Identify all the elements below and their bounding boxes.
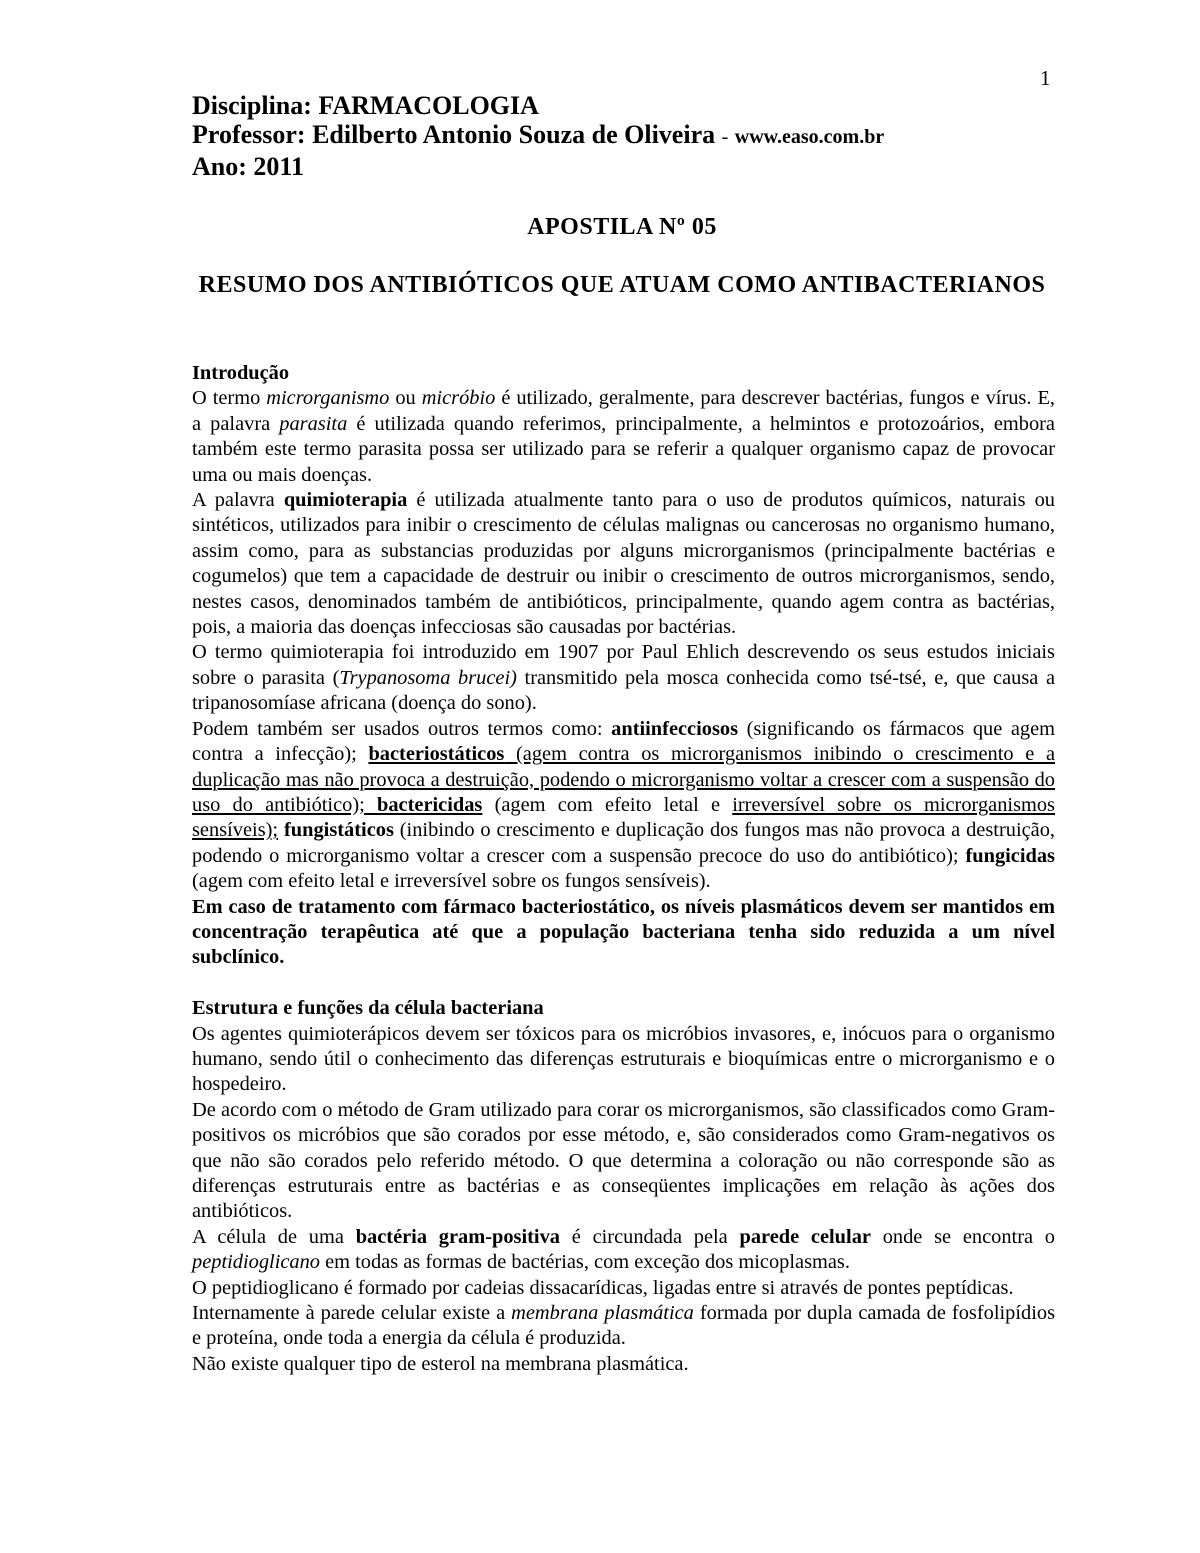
document-header	[192, 91, 1072, 181]
document-body	[192, 361, 1055, 1377]
section-spacer	[192, 971, 1055, 996]
structure-paragraph-6: Não existe qualquer tipo de esterol na membrana plasmática.	[192, 1352, 689, 1375]
professor-line	[192, 120, 1072, 152]
website-link[interactable]: www.easo.com.br	[734, 126, 885, 148]
intro-paragraph-4: Podem também ser usados outros termos como: antiinfecciosos (significando os fármacos que agem contra a infecção); bacteriostáticos (agem contra os microrganismos inibindo o crescimento e a duplicação mas não provoca a destruição, podendo o microrganismo voltar a crescer com a suspensão do uso do antibiótico); bactericidas (agem com efeito letal e irreversível sobre os microrganismos sensíveis); fungistáticos (inibindo o crescimento e duplicação dos fungos mas não provoca a destruição, podendo o microrganismo voltar a crescer com a suspensão precoce do uso do antibiótico); fungicidas (agem com efeito letal e irreversível sobre os fungos sensíveis).	[192, 717, 1055, 893]
professor-name: Professor: Edilberto Antonio Souza de Oliveira	[192, 120, 716, 149]
header-separator: -	[721, 126, 729, 148]
page-number: 1	[1040, 66, 1051, 90]
document-subtitle: RESUMO DOS ANTIBIÓTICOS QUE ATUAM COMO ANTIBACTERIANOS	[198, 272, 1046, 298]
structure-paragraph-5: Internamente à parede celular existe a membrana plasmática formada por dupla camada de fosfolipídios e proteína, onde toda a energia da célula é produzida.	[192, 1302, 1055, 1350]
intro-paragraph-5-bold: Em caso de tratamento com fármaco bacteriostático, os níveis plasmáticos devem ser mantidos em concentração terapêutica até que a população bacteriana tenha sido reduzida a um nível subclínico.	[192, 895, 1055, 969]
document-title: APOSTILA Nº 05	[527, 214, 717, 240]
year-line: Ano: 2011	[192, 152, 304, 181]
section-heading-structure: Estrutura e funções da célula bacteriana	[192, 997, 544, 1020]
structure-paragraph-2: De acordo com o método de Gram utilizado para corar os microrganismos, são classificados como Gram-positivos os micróbios que são corados por esse método, e, são considerados como Gram-negativos os que não são corados pelo referido método. O que determina a coloração ou não corresponde são as diferenças estruturais entre as bactérias e as conseqüentes implicações em relação às ações dos antibióticos.	[192, 1098, 1055, 1223]
intro-paragraph-1: O termo microrganismo ou micróbio é utilizado, geralmente, para descrever bactérias, fungos e vírus. E, a palavra parasita é utilizada quando referimos, principalmente, a helmintos e protozoários, embora também este termo parasita possa ser utilizado para se referir a qualquer organismo capaz de provocar uma ou mais doenças.	[192, 387, 1055, 486]
section-heading-introduction: Introdução	[192, 362, 290, 384]
discipline-line: Disciplina: FARMACOLOGIA	[192, 91, 539, 120]
intro-paragraph-2: A palavra quimioterapia é utilizada atualmente tanto para o uso de produtos químicos, naturais ou sintéticos, utilizados para inibir o crescimento de células malignas ou cancerosas no organismo humano, assim como, para as substancias produzidas por alguns microrganismos (principalmente bactérias e cogumelos) que tem a capacidade de destruir ou inibir o crescimento de outros microrganismos, sendo, nestes casos, denominados também de antibióticos, principalmente, quando agem contra as bactérias, pois, a maioria das doenças infecciosas são causadas por bactérias.	[192, 489, 1055, 639]
structure-paragraph-3: A célula de uma bactéria gram-positiva é circundada pela parede celular onde se encontra o peptidioglicano em todas as formas de bactérias, com exceção dos micoplasmas.	[192, 1225, 1055, 1274]
structure-paragraph-4: O peptidioglicano é formado por cadeias dissacarídicas, ligadas entre si através de pontes peptídicas.	[192, 1276, 1014, 1299]
structure-paragraph-1: Os agentes quimioterápicos devem ser tóxicos para os micróbios invasores, e, inócuos para o organismo humano, sendo útil o conhecimento das diferenças estruturais e bioquímicas entre o microrganismo e o hospedeiro.	[192, 1022, 1055, 1096]
intro-paragraph-3: O termo quimioterapia foi introduzido em 1907 por Paul Ehlich descrevendo os seus estudos iniciais sobre o parasita (Trypanosoma brucei) transmitido pela mosca conhecida como tsé-tsé, e, que causa a tripanosomíase africana (doença do sono).	[192, 641, 1055, 715]
